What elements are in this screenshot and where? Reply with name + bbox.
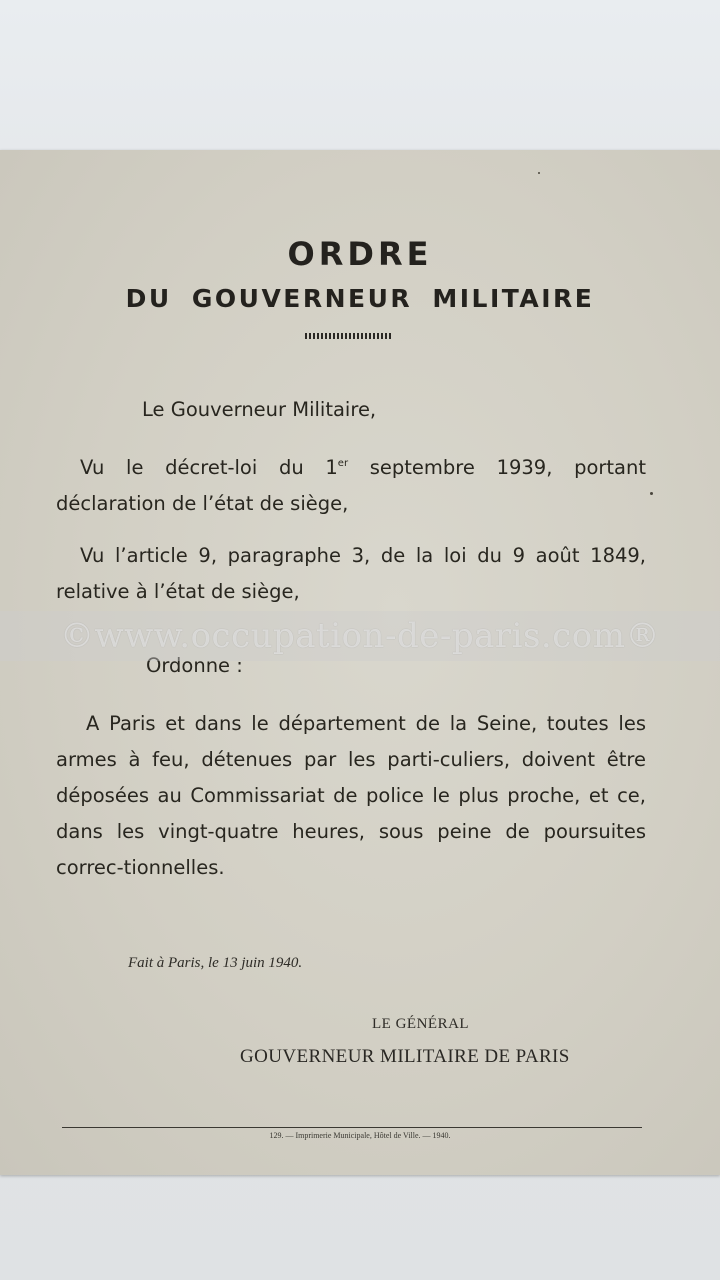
date-place-line: Fait à Paris, le 13 juin 1940. — [128, 955, 303, 971]
poster-title: ORDRE — [287, 235, 433, 273]
poster-subtitle: DU GOUVERNEUR MILITAIRE — [125, 284, 595, 313]
footer-rule — [62, 1127, 642, 1128]
ordonne-heading: Ordonne : — [146, 654, 243, 677]
signature-rank: LE GÉNÉRAL — [372, 1016, 470, 1032]
decorative-rule — [305, 333, 391, 339]
poster-sheet — [0, 150, 720, 1175]
paper-speck — [650, 492, 653, 495]
considerant-decree-start: Vu le décret-loi du 1 — [80, 456, 338, 479]
considerant-law: Vu l’article 9, paragraphe 3, de la loi du 9 août 1849, relative à l’état de siège, — [56, 544, 646, 603]
considerant-decree-end: septembre 1939, portant déclaration de l’état de siège, — [56, 456, 646, 515]
watermark-banner: ©www.occupation-de-paris.com® — [0, 611, 720, 661]
main-order-paragraph: A Paris et dans le département de la Seine, toutes les armes à feu, détenues par les parti-culiers, doivent être déposées au Commissariat de police le plus proche, et ce, dans les vingt-quatre heures, sous peine de poursuites correc-tionnelles. — [56, 712, 646, 879]
printer-imprint: 129. — Imprimerie Municipale, Hôtel de Ville. — 1940. — [269, 1131, 451, 1140]
ordinal-superscript: er — [337, 458, 349, 469]
signature-title: GOUVERNEUR MILITAIRE DE PARIS — [240, 1046, 570, 1067]
paper-speck — [538, 172, 540, 174]
issuer-line: Le Gouverneur Militaire, — [142, 398, 377, 421]
considerant-decree — [56, 450, 646, 522]
